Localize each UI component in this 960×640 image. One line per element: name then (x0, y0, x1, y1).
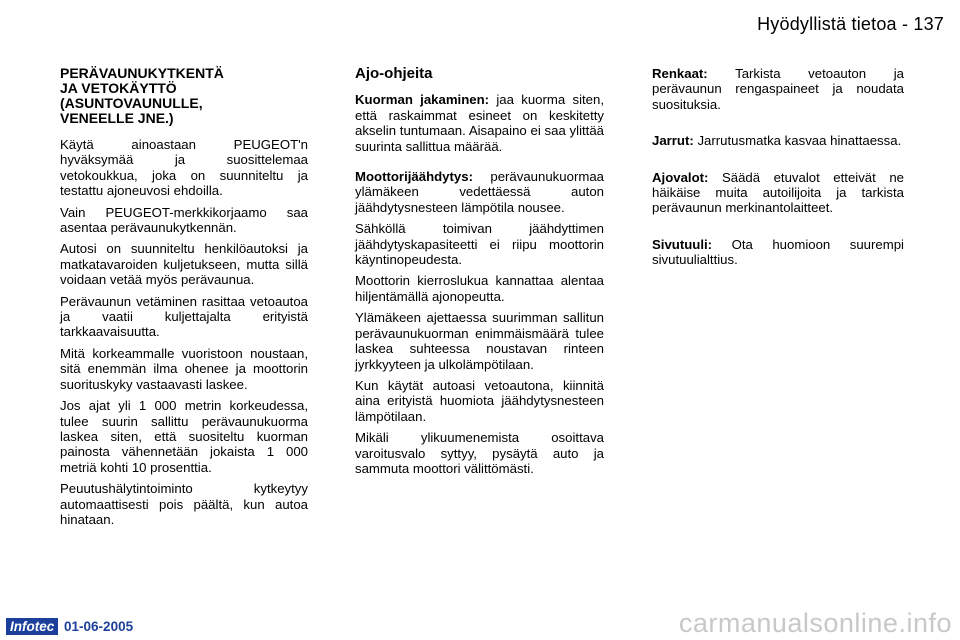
load-distribution-text: jaa kuorma siten, että raskaimmat esineet on keskitetty akselin tuntumaan. Aisapaino ei saa ylittää suurinta sallittua määrää. (355, 92, 604, 154)
trailer-towing-column (60, 66, 308, 533)
paragraph: Ylämäkeen ajettaessa suurimman sallitun perävaunukuorman enimmäismäärä tulee laskea suhteessa noustavan rinteen jyrkkyyteen ja ulkolämpötilaan. (355, 310, 604, 372)
paragraph: Mikäli ylikuumenemista osoittava varoitusvalo syttyy, pysäytä auto ja sammuta moottori välittömästi. (355, 430, 604, 476)
paragraph: Kun käytät autoasi vetoautona, kiinnitä aina erityistä huomiota jäähdytysnesteen lämpötilaan. (355, 377, 604, 424)
engine-cooling-text: perävaunukuormaa ylämäkeen vedettäessä auton jäähdytysnesteen lämpötila nousee. (355, 169, 604, 215)
footer (6, 618, 133, 635)
brakes-paragraph (652, 133, 904, 148)
load-distribution-paragraph (355, 92, 604, 154)
driving-advice-column (355, 66, 604, 482)
paragraph: Perävaunun vetäminen rasittaa vetoautoa ja vaatii kuljettajalta erityistä tarkkaavaisuutta. (60, 293, 308, 340)
engine-cooling-term: Moottorijäähdytys: (355, 169, 473, 185)
paragraph: Peuutushälytintoiminto kytkeytyy automaattisesti pois päältä, kun autoa hinataan. (60, 481, 308, 527)
paragraph: Moottorin kierroslukua kannattaa alentaa hiljentämällä ajonopeutta. (355, 273, 604, 304)
crosswind-term: Sivutuuli: (652, 236, 713, 252)
brakes-text: Jarrutusmatka kasvaa hinattaessa. (697, 133, 902, 149)
paragraph: Jos ajat yli 1 000 metrin korkeudessa, tulee suurin sallittu perävaunukuorma laskea siten, että suositeltu kuorman painosta vähennetään jokaista 1 000 metriä kohti 10 prosenttia. (60, 398, 308, 475)
headlights-text: Säädä etuvalot etteivät ne häikäise muita autoilijoita ja tarkista perävaunun merkinantolaitteet. (652, 169, 904, 216)
crosswind-paragraph (652, 237, 904, 268)
engine-cooling-paragraph (355, 169, 604, 215)
paragraph: Autosi on suunniteltu henkilöautoksi ja matkatavaroiden kuljetukseen, mutta sillä voidaan vetää myös perävaunua. (60, 241, 308, 288)
infotec-logo: Infotec (6, 618, 58, 635)
site-watermark: carmanualsonline.info (678, 608, 952, 638)
edition-date: 01-06-2005 (64, 619, 134, 634)
load-distribution-term: Kuorman jakaminen: (355, 92, 490, 108)
paragraph: Sähköllä toimivan jäähdyttimen jäähdytyskapasiteetti ei riipu moottorin käyntinopeudesta. (355, 221, 604, 268)
brakes-term: Jarrut: (652, 133, 694, 149)
tyres-paragraph (652, 66, 904, 112)
heading-line: PERÄVAUNUKYTKENTÄ (60, 65, 224, 81)
headlights-term: Ajovalot: (652, 169, 709, 185)
checks-column (652, 66, 904, 289)
heading-line: JA VETOKÄYTTÖ (60, 80, 177, 96)
tyres-term: Renkaat: (652, 66, 708, 81)
towing-heading (60, 66, 308, 126)
heading-line: VENEELLE JNE.) (60, 110, 174, 126)
crosswind-text: Ota huomioon suurempi sivutuulialttius. (652, 236, 904, 268)
headlights-paragraph (652, 170, 904, 216)
page-header: Hyödyllistä tietoa - 137 (757, 14, 944, 34)
paragraph: Käytä ainoastaan PEUGEOT'n hyväksymää ja suosittelemaa vetokoukkua, joka on suunniteltu ja testattu ajoneuvosi ehdoilla. (60, 137, 308, 199)
driving-advice-heading: Ajo-ohjeita (355, 65, 433, 82)
tyres-text: Tarkista vetoauton ja perävaunun rengaspaineet ja noudata suosituksia. (652, 66, 904, 112)
heading-line: (ASUNTOVAUNULLE, (60, 95, 203, 111)
paragraph: Vain PEUGEOT-merkkikorjaamo saa asentaa perävaunukytkennän. (60, 204, 308, 236)
paragraph: Mitä korkeammalle vuoristoon noustaan, sitä enemmän ilma ohenee ja moottorin suorituskyky vastaavasti laskee. (60, 345, 308, 392)
